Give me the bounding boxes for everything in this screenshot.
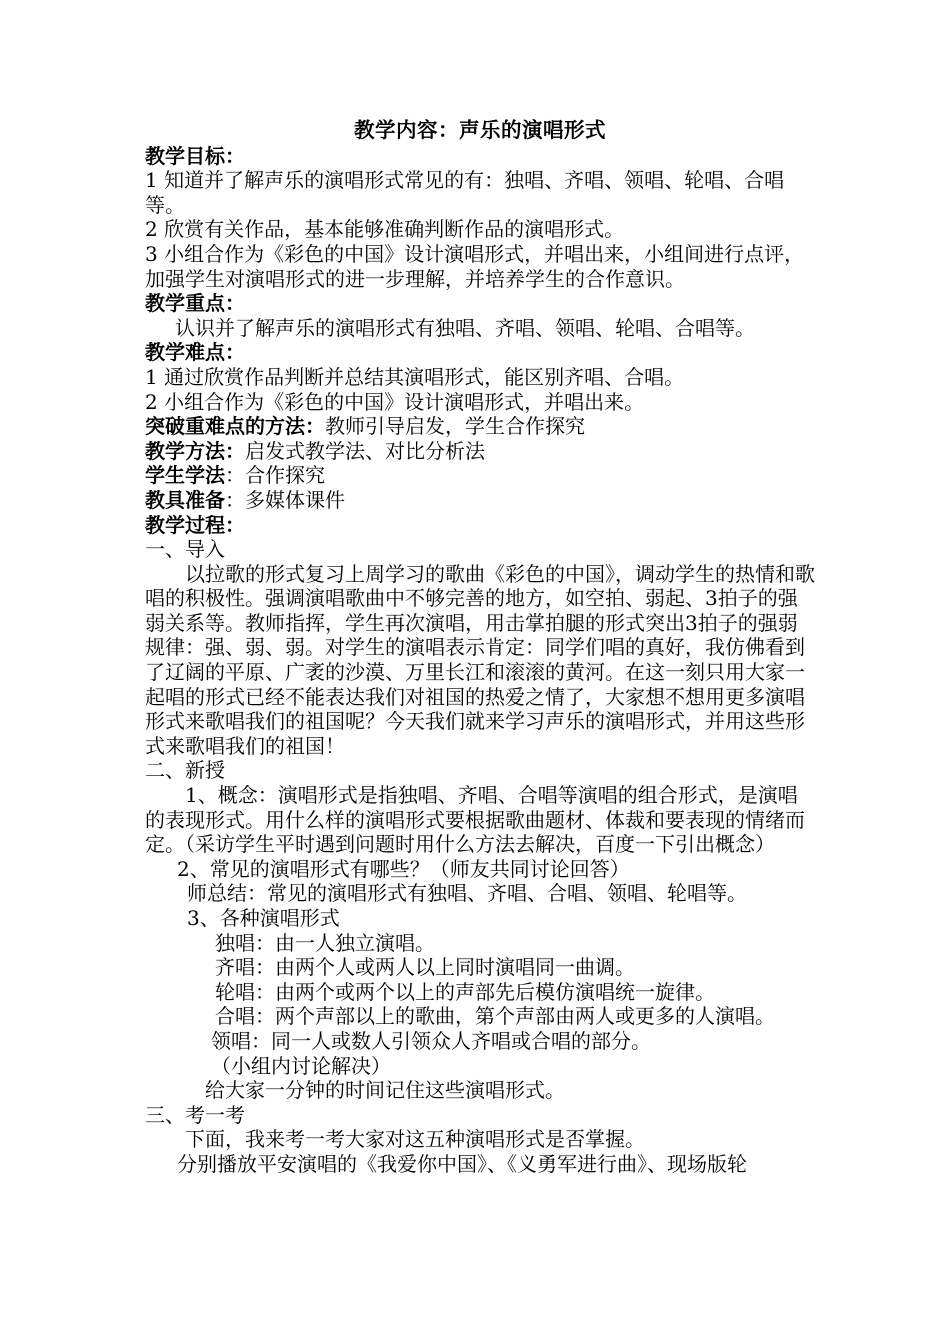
method-label: 教具准备 — [145, 487, 225, 512]
method-label: 学生学法 — [145, 463, 225, 488]
method-row-breakthrough — [145, 414, 815, 439]
teacher-summary: 师总结：常见的演唱形式有独唱、齐唱、合唱、领唱、轮唱等。 — [187, 881, 747, 906]
method-row-teaching — [145, 439, 815, 464]
method-label: 教学方法： — [145, 438, 245, 463]
method-value: 教师引导启发，学生合作探究 — [325, 414, 585, 439]
concept-text: 1、概念：演唱形式是指独唱、齐唱、合唱等演唱的组合形式，是演唱的表现形式。用什么样的演唱形式要根据歌曲题材、体裁和要表现的情绪而定。（采访学生平时遇到问题时用什么方法去解决，百度一下引出概念） — [145, 783, 805, 857]
document-title: 教学内容：声乐的演唱形式 — [354, 118, 606, 142]
form-item-unison: 齐唱：由两个人或两人以上同时演唱同一曲调。 — [215, 955, 635, 980]
group-note: （小组内讨论解决） — [211, 1053, 391, 1078]
test-intro: 下面，我来考一考大家对这五种演唱形式是否掌握。 — [185, 1127, 645, 1152]
goal-item-3: 3 小组合作为《彩色的中国》设计演唱形式，并唱出来，小组间进行点评，加强学生对演唱形式的进一步理解，并培养学生的合作意识。 — [145, 241, 805, 291]
forms-heading: 3、各种演唱形式 — [187, 906, 340, 930]
key-points-text: 认识并了解声乐的演唱形式有独唱、齐唱、领唱、轮唱、合唱等。 — [175, 315, 755, 340]
process-heading: 教学过程： — [145, 512, 245, 537]
difficulty-item-1: 1 通过欣赏作品判断并总结其演唱形式，能区别齐唱、合唱。 — [145, 364, 685, 389]
test-play-text: 分别播放平安演唱的《我爱你中国》、《义勇军进行曲》、现场版轮 — [177, 1151, 747, 1176]
form-item-lead: 领唱：同一人或数人引领众人齐唱或合唱的部分。 — [211, 1028, 651, 1053]
intro-text: 以拉歌的形式复习上周学习的歌曲《彩色的中国》，调动学生的热情和歌唱的积极性。强调演唱歌曲中不够完善的地方，如空拍、弱起、3拍子的强弱关系等。教师指挥，学生再次演唱，用击掌拍腿的形式突出3拍子的强弱规律：强、弱、弱。对学生的演唱表示肯定：同学们唱的真好，我仿佛看到了辽阔的平原、广袤的沙漠、万里长江和滚滚的黄河。在这一刻只用大家一起唱的形式已经不能表达我们对祖国的热爱之情了，大家想不想用更多演唱形式来歌唱我们的祖国呢？今天我们就来学习声乐的演唱形式，并用这些形式来歌唱我们的祖国！ — [145, 561, 815, 758]
goal-item-1: 1 知道并了解声乐的演唱形式常见的有：独唱、齐唱、领唱、轮唱、合唱等。 — [145, 168, 785, 217]
document-page — [145, 118, 815, 1177]
method-row-learning — [145, 463, 815, 488]
difficulty-item-2: 2 小组合作为《彩色的中国》设计演唱形式，并唱出来。 — [145, 389, 645, 414]
test-heading: 三、考一考 — [145, 1102, 245, 1127]
method-row-tools — [145, 488, 815, 513]
method-label: 突破重难点的方法： — [145, 414, 325, 439]
difficulties-heading: 教学难点： — [145, 340, 245, 365]
new-heading: 二、新授 — [145, 758, 225, 783]
form-item-solo: 独唱：由一人独立演唱。 — [215, 930, 435, 955]
key-points-heading: 教学重点： — [145, 291, 245, 316]
method-value: ：合作探究 — [225, 463, 325, 488]
form-item-chorus: 合唱：两个声部以上的歌曲，第个声部由两人或更多的人演唱。 — [215, 1004, 775, 1029]
method-value: ：多媒体课件 — [225, 487, 345, 512]
goal-item-2: 2 欣赏有关作品，基本能够准确判断作品的演唱形式。 — [145, 217, 625, 242]
method-value: 启发式教学法、对比分析法 — [245, 438, 485, 463]
form-item-round: 轮唱：由两个或两个以上的声部先后模仿演唱统一旋律。 — [215, 979, 715, 1004]
goals-heading: 教学目标： — [145, 143, 245, 168]
common-forms-question: 2、常见的演唱形式有哪些？（师友共同讨论回答） — [177, 856, 630, 881]
memorize-note: 给大家一分钟的时间记住这些演唱形式。 — [205, 1078, 565, 1103]
intro-heading: 一、导入 — [145, 537, 225, 562]
